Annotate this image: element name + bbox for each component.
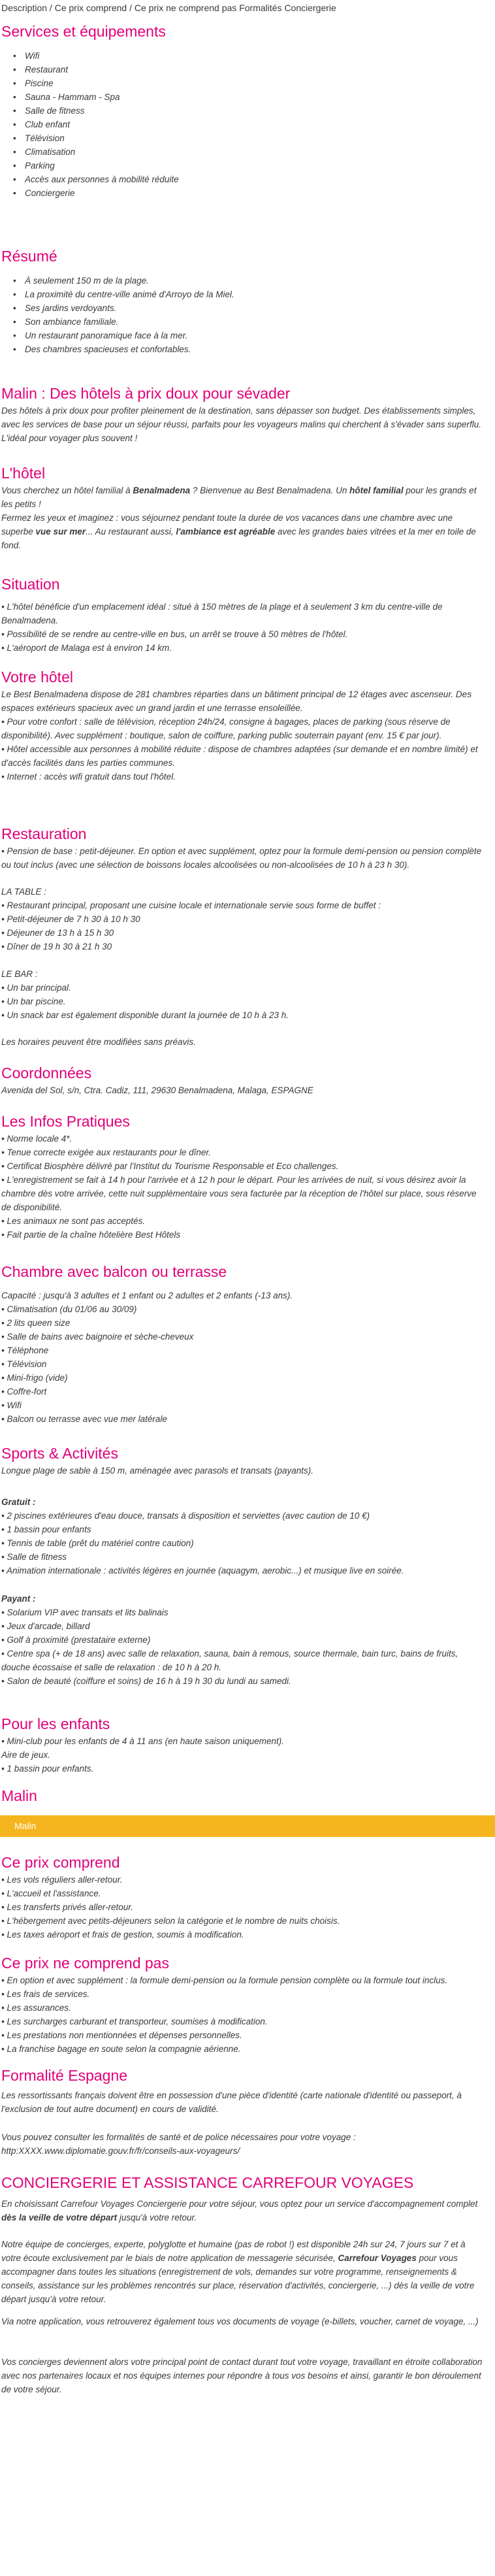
- resume-list: [1, 274, 483, 356]
- hotel-intro: Vous cherchez un hôtel familial à Benalmadena ? Bienvenue au Best Benalmadena. Un hôtel familial pour les grands et les petits !: [1, 486, 477, 509]
- conciergerie-p2: Notre équipe de concierges, experte, polyglotte et humaine (pas de robot !) est disponible 24h sur 24, 7 jours sur 7 et à votre écoute exclusivement par le biais de notre application de messagerie sécurisée, Carrefour Voyages pour vous accompagner dans toutes les situations (enregistrement de vols, demandes sur votre programme, renseignements & conseils, assistance sur les problèmes rencontrés sur place, réservation d'activités, conciergerie, ...) dès la veille de votre départ jusqu'à votre retour.: [1, 2239, 475, 2304]
- sports-gratuit: Gratuit : • 2 piscines extérieures d'eau douce, transats à disposition et serviettes (avec caution de 10 €) • 1 bassin pour enfants • Tennis de table (prêt du matériel contre caution) • Salle de fitness • Animation internationale : activités légères en journée (aquagym, aerobic...) et musique live en soirée.: [1, 1497, 404, 1576]
- ne-comprend-list: • En option et avec supplément : la formule demi-pension ou la formule pension complète ou la formule tout inclus. • Les frais de services. • Les assurances. • Les surcharges carburant et transporteur, soumises à modification. • Les prestations non mentionnées et dépenses personnelles. • La franchise bagage en soute selon la compagnie aérienne.: [1, 1975, 448, 2054]
- malin-intro-title: Malin : Des hôtels à prix doux pour sévader: [1, 385, 291, 402]
- infos-text: • Norme locale 4*. • Tenue correcte exigée aux restaurants pour le dîner. • Certificat Biosphère délivré par l'Institut du Tourisme Responsable et Eco challenges. • L'enregistrement se fait à 14 h pour l'arrivée et à 12 h pour le départ. Pour les arrivées de nuit, si vous désirez avoir la chambre dès votre arrivée, cette nuit supplémentaire vous sera facturée par la réception de l'hôtel sur place, sous réserve de disponibilité. • Les animaux ne sont pas acceptés. • Fait partie de la chaîne hôtelière Best Hôtels: [1, 1134, 477, 1240]
- le-bar: LE BAR : • Un bar principal. • Un bar piscine. • Un snack bar est également disponible durant la journée de 10 h à 23 h.: [1, 969, 289, 1020]
- chambre-title: Chambre avec balcon ou terrasse: [1, 1263, 227, 1280]
- hotel-title: L'hôtel: [1, 465, 46, 482]
- chambre-text: Capacité : jusqu'à 3 adultes et 1 enfant ou 2 adultes et 2 enfants (-13 ans). • Climatisation (du 01/06 au 30/09) • 2 lits queen size • Salle de bains avec baignoire et sèche-cheveux • Téléphone • Télévision • Mini-frigo (vide) • Coffre-fort • Wifi • Balcon ou terrasse avec vue mer latérale: [1, 1291, 293, 1424]
- malin-banner: Malin: [0, 1815, 495, 1837]
- list-item: • Climatisation: [25, 145, 483, 159]
- tab-description[interactable]: Description: [1, 3, 48, 13]
- situation-text: • L'hôtel bénéficie d'un emplacement idéal : situé à 150 mètres de la plage et à seulement 3 km du centre-ville de Benalmadena. • Possibilité de se rendre au centre-ville en bus, un arrêt se trouve à 50 mètres de l'hôtel. • L'aéroport de Malaga est à environ 14 km.: [1, 602, 443, 653]
- list-item: • Piscine: [25, 76, 483, 90]
- list-item: • Sauna - Hammam - Spa: [25, 90, 483, 104]
- list-item: • À seulement 150 m de la plage.: [25, 274, 483, 288]
- conciergerie-p3: Via notre application, vous retrouverez également tous vos documents de voyage (e-billets, voucher, carnet de voyage, ...): [1, 2317, 479, 2326]
- formalite-sante: Vous pouvez consulter les formalités de santé et de police nécessaires pour votre voyage : http:XXXX.www.diplomatie.gouv.fr/fr/conseils-aux-voyageurs/: [1, 2132, 356, 2156]
- enfants-text: • Mini-club pour les enfants de 4 à 11 ans (en haute saison uniquement). Aire de jeux. • 1 bassin pour enfants.: [1, 1736, 284, 1774]
- infos-title: Les Infos Pratiques: [1, 1113, 130, 1130]
- sports-intro: Longue plage de sable à 150 m, aménagée avec parasols et transats (payants).: [1, 1466, 314, 1476]
- la-table: LA TABLE : • Restaurant principal, proposant une cuisine locale et internationale servie sous forme de buffet : • Petit-déjeuner de 7 h 30 à 10 h 30 • Déjeuner de 13 h à 15 h 30 • Dîner de 19 h 30 à 21 h 30: [1, 887, 381, 951]
- breadcrumb: Description / Ce prix comprend / Ce prix ne comprend pas Formalités Conciergerie: [1, 3, 336, 13]
- list-item: • Accès aux personnes à mobilité réduite: [25, 173, 483, 186]
- resume-title: Résumé: [1, 248, 57, 265]
- formalite-title: Formalité Espagne: [1, 2067, 128, 2084]
- list-item: • Un restaurant panoramique face à la mer.: [25, 329, 483, 342]
- list-item: • La proximité du centre-ville animé d'Arroyo de la Miel.: [25, 288, 483, 301]
- pension-text: • Pension de base : petit-déjeuner. En option et avec supplément, optez pour la formule demi-pension ou pension complète ou tout inclus (avec une sélection de boissons locales alcoolisées ou non-alcoolisées de 10 h à 23 h 30).: [1, 846, 482, 870]
- horaires-note: Les horaires peuvent être modifiées sans préavis.: [1, 1037, 196, 1047]
- list-item: • Restaurant: [25, 63, 483, 76]
- list-item: • Conciergerie: [25, 186, 483, 200]
- tab-ce-prix-ne-comprend-pas[interactable]: Ce prix ne comprend pas: [134, 3, 237, 13]
- ne-comprend-title: Ce prix ne comprend pas: [1, 1955, 169, 1972]
- tab-conciergerie[interactable]: Conciergerie: [284, 3, 336, 13]
- comprend-list: • Les vols réguliers aller-retour. • L'accueil et l'assistance. • Les transferts privés aller-retour. • L'hébergement avec petits-déjeuners selon la catégorie et le nombre de nuits choisis. • Les taxes aéroport et frais de gestion, soumis à modification.: [1, 1875, 340, 1940]
- address: Avenida del Sol, s/n, Ctra. Cadiz, 111, 29630 Benalmadena, Malaga, ESPAGNE: [1, 1085, 313, 1095]
- sports-payant: Payant : • Solarium VIP avec transats et lits balinais • Jeux d'arcade, billard • Golf à proximité (prestataire externe) • Centre spa (+ de 18 ans) avec salle de relaxation, sauna, bain à remous, source thermale, bain turc, bains de fruits, douche écossaise et salle de relaxation : de 10 h à 20 h. • Salon de beauté (coiffure et soins) de 16 h à 19 h 30 du lundi au samedi.: [1, 1594, 458, 1686]
- votre-hotel-title: Votre hôtel: [1, 669, 73, 685]
- malin-title: Malin: [1, 1787, 37, 1804]
- tab-formalites[interactable]: Formalités: [239, 3, 282, 13]
- hotel-description: Fermez les yeux et imaginez : vous séjournez pendant toute la durée de vos vacances dans une chambre avec une superbe vue sur mer... Au restaurant aussi, l'ambiance est agréable avec les grandes baies vitrées et la mer en toile de fond.: [1, 513, 476, 550]
- list-item: • Club enfant: [25, 118, 483, 131]
- conciergerie-title: CONCIERGERIE ET ASSISTANCE CARREFOUR VOYAGES: [1, 2174, 414, 2191]
- sports-title: Sports & Activités: [1, 1445, 118, 1462]
- coordonnees-title: Coordonnées: [1, 1065, 92, 1082]
- list-item: • Wifi: [25, 49, 483, 63]
- situation-title: Situation: [1, 576, 60, 593]
- services-list: [1, 49, 483, 200]
- enfants-title: Pour les enfants: [1, 1715, 110, 1732]
- comprend-title: Ce prix comprend: [1, 1854, 120, 1871]
- list-item: • Ses jardins verdoyants.: [25, 301, 483, 315]
- malin-intro-text: Des hôtels à prix doux pour profiter pleinement de la destination, sans dépasser son budget. Des établissements simples, avec les services de base pour un séjour réussi, parfaits pour les voyageurs malins qui cherchent à s'évader sans superflu. L'idéal pour voyager plus souvent !: [1, 406, 481, 443]
- formalite-identity: Les ressortissants français doivent être en possession d'une pièce d'identité (carte nationale d'identité ou passeport, à l'exclusion de tout autre document) en cours de validité.: [1, 2090, 462, 2114]
- conciergerie-p4: Vos concierges deviennent alors votre principal point de contact durant tout votre voyage, travaillant en étroite collaboration avec nos partenaires locaux et nos équipes internes pour répondre à tous vos besoins et ainsi, garantir le bon déroulement de votre séjour.: [1, 2357, 483, 2394]
- services-title: Services et équipements: [1, 23, 166, 40]
- votre-hotel-text: Le Best Benalmadena dispose de 281 chambres réparties dans un bâtiment principal de 12 étages avec ascenseur. Des espaces extérieurs spacieux avec un grand jardin et une terrasse ensoleillée. • Pour votre confort : salle de télévision, réception 24h/24, consigne à bagages, places de parking (sous réserve de disponibilité). Avec supplément : boutique, salon de coiffure, parking public souterrain payant (env. 15 € par jour). • Hôtel accessible aux personnes à mobilité réduite : dispose de chambres adaptées (sur demande et en nombre limité) et d'accès facilités dans les parties communes. • Internet : accès wifi gratuit dans tout l'hôtel.: [1, 689, 478, 782]
- list-item: • Télévision: [25, 131, 483, 145]
- list-item: • Salle de fitness: [25, 104, 483, 118]
- restauration-title: Restauration: [1, 825, 87, 842]
- list-item: • Parking: [25, 159, 483, 173]
- list-item: • Des chambres spacieuses et confortables.: [25, 342, 483, 356]
- tab-ce-prix-comprend[interactable]: Ce prix comprend: [54, 3, 127, 13]
- conciergerie-p1: En choisissant Carrefour Voyages Conciergerie pour votre séjour, vous optez pour un service d'accompagnement complet dès la veille de votre départ jusqu'à votre retour.: [1, 2199, 478, 2222]
- list-item: • Son ambiance familiale.: [25, 315, 483, 329]
